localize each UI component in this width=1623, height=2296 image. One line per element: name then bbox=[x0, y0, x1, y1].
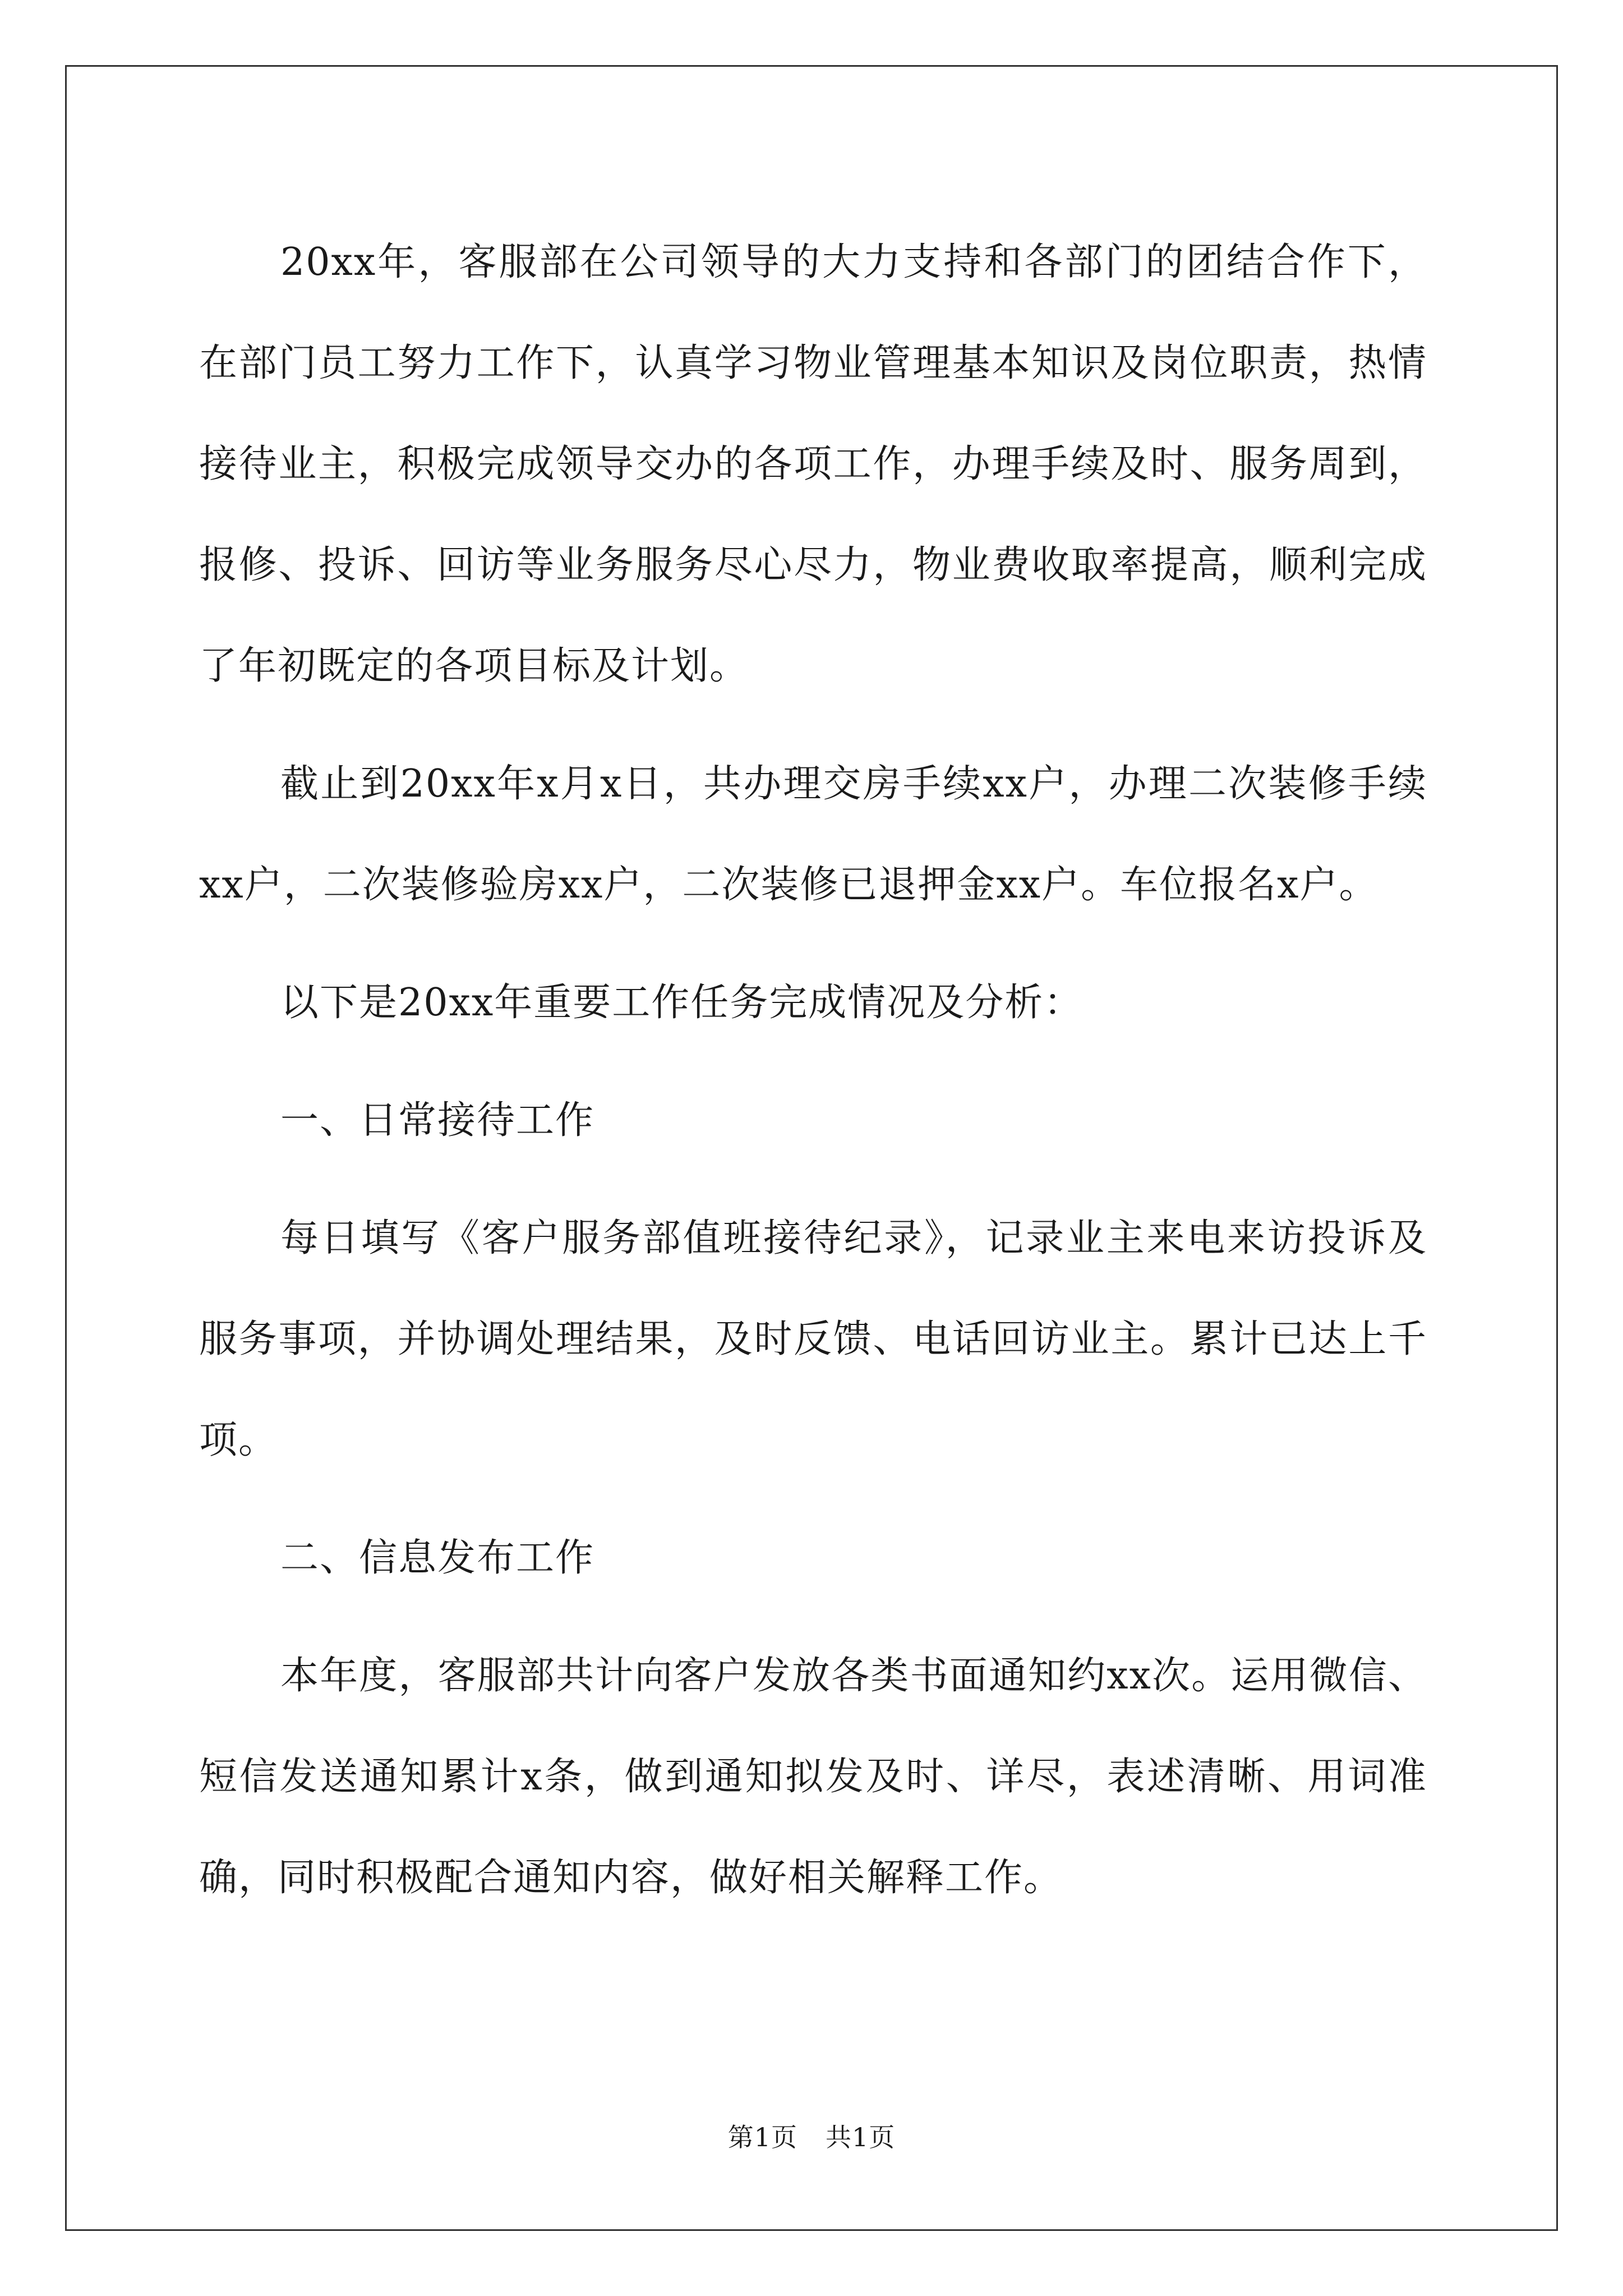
page-footer bbox=[0, 2120, 1623, 2154]
paragraph-summary-lead: 以下是20xx年重要工作任务完成情况及分析： bbox=[280, 981, 1083, 1025]
paragraph-information: 本年度，客服部共计向客户发放各类书面通知约xx次。运用微信、短信发送通知累计x条，做到通知拟发及时、详尽，表述清晰、用词准确，同时积极配合通知内容，做好相关解释工作。 bbox=[199, 1654, 1427, 1900]
document-body bbox=[199, 212, 1427, 1945]
paragraph-statistics: 截止到20xx年x月x日，共办理交房手续xx户，办理二次装修手续xx户，二次装修验房xx户，二次装修已退押金xx户。车位报名x户。 bbox=[199, 762, 1427, 907]
paragraph-reception: 每日填写《客户服务部值班接待纪录》，记录业主来电来访投诉及服务事项，并协调处理结果，及时反馈、电话回访业主。累计已达上千项。 bbox=[199, 1216, 1427, 1462]
section-heading-information: 二、信息发布工作 bbox=[280, 1536, 595, 1580]
paragraph-intro: 20xx年，客服部在公司领导的大力支持和各部门的团结合作下，在部门员工努力工作下，认真学习物业管理基本知识及岗位职责，热情接待业主，积极完成领导交办的各项工作，办理手续及时、服务周到，报修、投诉、回访等业务服务尽心尽力，物业费收取率提高，顺利完成了年初既定的各项目标及计划。 bbox=[199, 240, 1427, 688]
page-total: 共1页 bbox=[826, 2122, 896, 2152]
page-number: 第1页 bbox=[727, 2122, 797, 2152]
section-heading-reception: 一、日常接待工作 bbox=[280, 1098, 595, 1143]
